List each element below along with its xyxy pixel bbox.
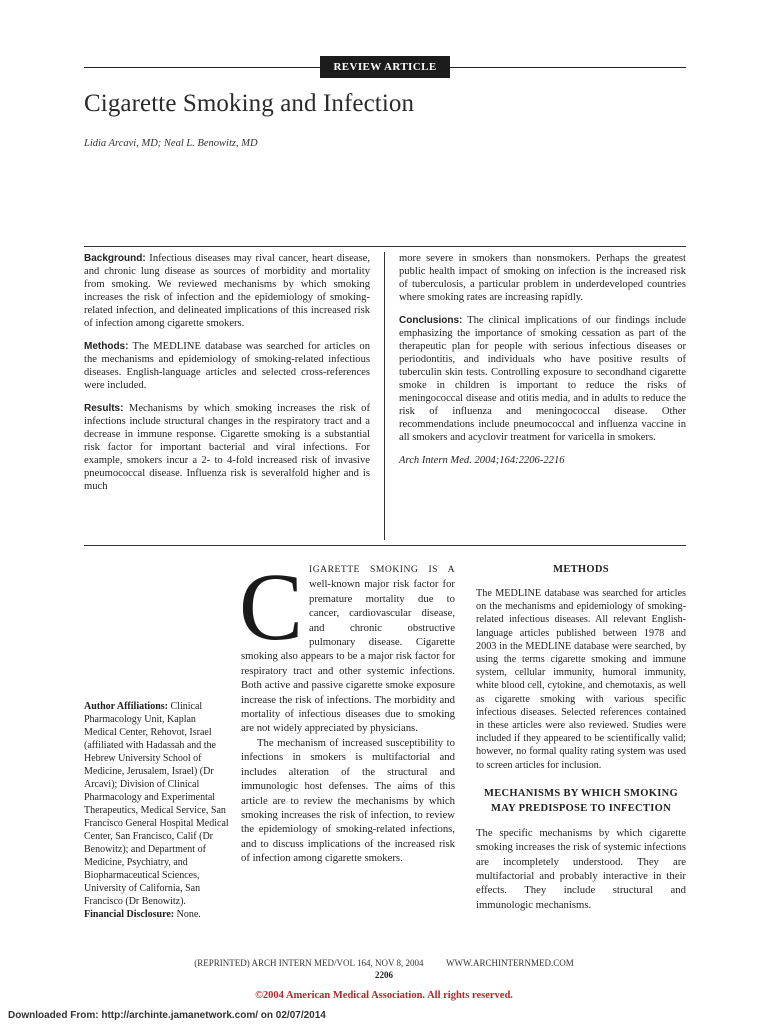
results-text: Mechanisms by which smoking increases the risk of infections include structural changes in the respiratory tract and a decrease in immune response. Cigarette smoking is a substantial risk factor for important bacterial and viral infections. For example, smokers incur a 2- to 4-fold increased risk of invasive pneumococcal disease. Influenza risk is severalfold higher and is much <box>84 403 370 492</box>
abstract-results <box>84 402 370 493</box>
abstract-results-continued: more severe in smokers than nonsmokers. Perhaps the greatest public health impact of smoking on infection is the increased risk of tuberculosis, a particular problem in underdeveloped countries where smoking rates are increasing rapidly. <box>399 253 686 303</box>
copyright-notice: ©2004 American Medical Association. All rights reserved. <box>255 990 513 1001</box>
intro-text: well-known major risk factor for premature mortality due to cancer, cardiovascular disease, and chronic obstructive pulmonary disease. Cigarette smoking also appears to be a major risk factor for respiratory tract and other systemic infections. Both active and passive cigarette smoke exposure increase the risk of infections. The morbidity and mortality of infectious diseases due to smoking are not widely appreciated by physicians. <box>241 578 455 735</box>
author-affiliations <box>84 700 229 921</box>
page-number: 2206 <box>375 970 393 980</box>
footer-website: WWW.ARCHINTERNMED.COM <box>446 958 574 968</box>
abstract-background <box>84 252 370 330</box>
mechanisms-heading: MECHANISMS BY WHICH SMOKING MAY PREDISPOSE TO INFECTION <box>484 787 678 814</box>
abstract-conclusions <box>399 314 686 444</box>
intro-smallcaps: IGARETTE SMOKING IS A <box>309 564 455 575</box>
article-authors: Lidia Arcavi, MD; Neal L. Benowitz, MD <box>84 138 258 149</box>
affiliations-label: Author Affiliations: <box>84 701 168 712</box>
disclosure-text: None. <box>174 909 201 920</box>
results-label: Results: <box>84 403 124 414</box>
background-text: Infectious diseases may rival cancer, heart disease, and chronic lung disease as sources of morbidity and mortality from smoking. We reviewed mechanisms by which smoking increases the risk of infection and the epidemiology of smoking-related infection, and delineated implications of this increased risk of infection among cigarette smokers. <box>84 253 370 329</box>
background-label: Background: <box>84 253 146 264</box>
mechanisms-paragraph: The specific mechanisms by which cigarette smoking increases the risk of systemic infections are incompletely understood. They are multifactorial and probably interactive in their effects. They include structural and immunologic mechanisms. <box>476 826 686 911</box>
methods-paragraph: The MEDLINE database was searched for articles on the mechanisms and epidemiology of smoking-related infectious diseases. All relevant English-language articles published between 1978 and 2003 in the MEDLINE database were searched, by using the terms cigarette smoking and immune system, cellular immunity, humoral immunity, white blood cell, cytokine, and chemotaxis, as well as cigarette smoking with various specific infectious diseases. Selected references contained in these articles were also reviewed. Studies were included if they appeared to be scientifically valid; however, no formal quality rating system was used to screen articles for inclusion. <box>476 588 686 771</box>
drop-cap: C <box>239 553 304 660</box>
download-notice: Downloaded From: http://archinte.jamanetwork.com/ on 02/07/2014 <box>8 1010 326 1021</box>
article-title: Cigarette Smoking and Infection <box>84 90 415 117</box>
methods-text: The MEDLINE database was searched for articles on the mechanisms and epidemiology of smoking-related infectious diseases. English-language articles and selected cross-references were included. <box>84 341 370 391</box>
footer-journal: (REPRINTED) ARCH INTERN MED/VOL 164, NOV 8, 2004 <box>194 958 424 968</box>
abstract-bottom-rule <box>84 545 686 546</box>
body-right-column <box>476 562 686 926</box>
intro-paragraph-2: The mechanism of increased susceptibility to infections in smokers is multifactorial and includes alteration of the structural and immunologic host defenses. The aims of this article are to review the mechanisms by which smoking increases the risk of infection, to review the epidemiology of smoking-related infections, and to discuss implications of the increased risk of infection among cigarette smokers. <box>241 736 455 865</box>
abstract-methods <box>84 340 370 392</box>
body-intro-column <box>239 553 455 866</box>
affiliations-text: Clinical Pharmacology Unit, Kaplan Medical Center, Rehovot, Israel (affiliated with Hadassah and the Hebrew University School of Medicine, Jerusalem, Israel) (Dr Arcavi); Division of Clinical Pharmacology and Experimental Therapeutics, Medical Service, San Francisco General Hospital Medical Center, San Francisco, Calif (Dr Benowitz); and Department of Medicine, Psychiatry, and Biopharmaceutical Sciences, University of California, San Francisco (Dr Benowitz). <box>84 701 229 907</box>
abstract-column-divider <box>384 252 385 540</box>
page-footer <box>0 958 768 968</box>
abstract-right-column <box>399 252 686 467</box>
conclusions-label: Conclusions: <box>399 315 463 326</box>
abstract-left-column <box>84 252 370 503</box>
disclosure-label: Financial Disclosure: <box>84 909 175 920</box>
intro-paragraph <box>239 553 455 736</box>
article-type-badge: REVIEW ARTICLE <box>320 56 450 78</box>
abstract-top-rule <box>84 246 686 247</box>
conclusions-text: The clinical implications of our findings include emphasizing the importance of smoking cessation as part of the therapeutic plan for people with serious infectious diseases or periodontitis, and individuals who have positive results of tuberculin skin tests. Controlling exposure to secondhand cigarette smoke in children is important to reduce the risks of meningococcal disease and otitis media, and in adults to reduce the risk of influenza and meningococcal disease. Other recommendations include pneumococcal and influenza vaccine in all smokers and acyclovir treatment for varicella in smokers. <box>399 315 686 443</box>
abstract-citation: Arch Intern Med. 2004;164:2206-2216 <box>399 455 565 466</box>
methods-label: Methods: <box>84 341 129 352</box>
methods-heading: METHODS <box>553 564 609 575</box>
